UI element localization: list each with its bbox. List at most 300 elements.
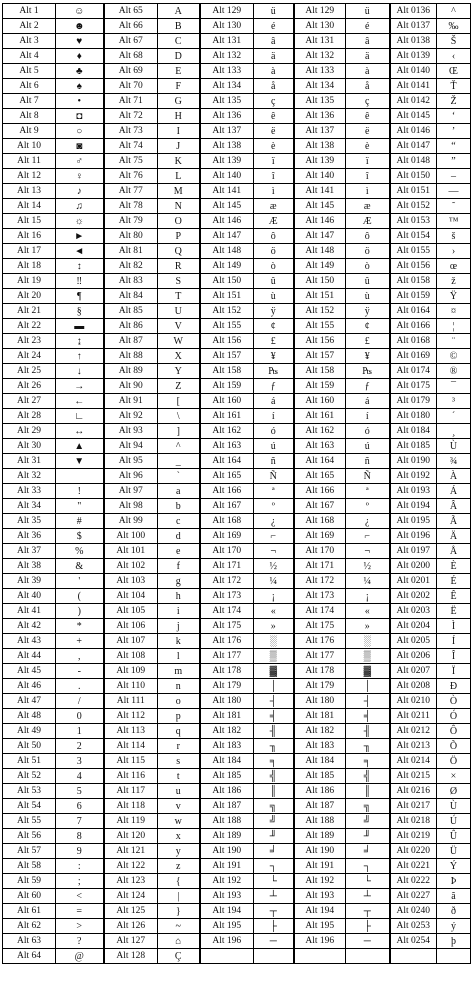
- alt-code-label: Alt 103: [104, 574, 158, 589]
- alt-code-symbol: â: [254, 34, 294, 49]
- alt-code-symbol: ¿: [346, 514, 390, 529]
- alt-code-label: Alt 128: [104, 949, 158, 964]
- alt-code-symbol: ê: [346, 109, 390, 124]
- alt-code-symbol: :: [56, 859, 104, 874]
- alt-code-symbol: ⌂: [158, 934, 200, 949]
- alt-code-symbol: ½: [254, 559, 294, 574]
- alt-code-label: Alt 131: [294, 34, 346, 49]
- alt-code-symbol: J: [158, 139, 200, 154]
- alt-code-symbol: ◄: [56, 244, 104, 259]
- alt-code-label: Alt 133: [200, 64, 254, 79]
- table-row: [3, 469, 471, 484]
- alt-code-symbol: T: [158, 289, 200, 304]
- alt-code-label: Alt 30: [3, 439, 56, 454]
- alt-code-label: Alt 122: [104, 859, 158, 874]
- alt-code-symbol: ↕: [56, 259, 104, 274]
- alt-code-symbol: È: [437, 559, 471, 574]
- table-row: [3, 859, 471, 874]
- alt-code-symbol: g: [158, 574, 200, 589]
- alt-code-symbol: [56, 469, 104, 484]
- alt-code-symbol: «: [346, 604, 390, 619]
- alt-code-label: Alt 0254: [390, 934, 437, 949]
- alt-code-label: Alt 139: [294, 154, 346, 169]
- alt-code-symbol: ü: [254, 4, 294, 19]
- alt-code-label: Alt 162: [200, 424, 254, 439]
- alt-code-symbol: º: [346, 499, 390, 514]
- alt-code-label: Alt 119: [104, 814, 158, 829]
- alt-code-symbol: ÿ: [346, 304, 390, 319]
- alt-code-symbol: ║: [254, 784, 294, 799]
- alt-code-label: Alt 0164: [390, 304, 437, 319]
- alt-code-symbol: ╖: [346, 739, 390, 754]
- alt-code-label: Alt 93: [104, 424, 158, 439]
- table-row: [3, 94, 471, 109]
- alt-code-symbol: ö: [346, 244, 390, 259]
- alt-code-label: Alt 0140: [390, 64, 437, 79]
- alt-code-symbol: →: [56, 379, 104, 394]
- alt-code-symbol: ╜: [346, 829, 390, 844]
- alt-code-label: Alt 0138: [390, 34, 437, 49]
- alt-code-label: Alt 1: [3, 4, 56, 19]
- alt-code-symbol: à: [346, 64, 390, 79]
- alt-code-label: Alt 158: [200, 364, 254, 379]
- alt-code-symbol: ↨: [56, 334, 104, 349]
- alt-code-label: [294, 949, 346, 964]
- alt-code-symbol: ï: [254, 154, 294, 169]
- alt-code-label: Alt 0141: [390, 79, 437, 94]
- alt-code-symbol: ': [56, 574, 104, 589]
- alt-code-symbol: Ÿ: [437, 289, 471, 304]
- alt-code-label: Alt 165: [200, 469, 254, 484]
- alt-code-label: Alt 160: [294, 394, 346, 409]
- alt-code-symbol: ⌐: [346, 529, 390, 544]
- alt-code-label: Alt 132: [294, 49, 346, 64]
- alt-code-symbol: G: [158, 94, 200, 109]
- alt-code-symbol: è: [254, 139, 294, 154]
- alt-code-label: Alt 159: [294, 379, 346, 394]
- alt-code-symbol: ¬: [346, 544, 390, 559]
- alt-code-symbol: ▒: [254, 649, 294, 664]
- alt-code-label: Alt 174: [294, 604, 346, 619]
- alt-code-symbol: }: [158, 904, 200, 919]
- alt-code-label: Alt 28: [3, 409, 56, 424]
- table-row: [3, 874, 471, 889]
- alt-code-label: Alt 169: [294, 529, 346, 544]
- alt-code-label: Alt 22: [3, 319, 56, 334]
- alt-code-label: Alt 177: [200, 649, 254, 664]
- alt-code-label: Alt 120: [104, 829, 158, 844]
- alt-code-label: Alt 165: [294, 469, 346, 484]
- alt-code-symbol: ╖: [254, 739, 294, 754]
- alt-code-label: Alt 0196: [390, 529, 437, 544]
- table-row: [3, 799, 471, 814]
- alt-code-symbol: Æ: [254, 214, 294, 229]
- alt-code-label: Alt 60: [3, 889, 56, 904]
- alt-code-label: Alt 99: [104, 514, 158, 529]
- alt-code-label: Alt 173: [294, 589, 346, 604]
- alt-code-symbol: [254, 949, 294, 964]
- alt-code-label: Alt 187: [200, 799, 254, 814]
- table-row: [3, 634, 471, 649]
- alt-code-symbol: Ï: [437, 664, 471, 679]
- alt-code-label: Alt 163: [200, 439, 254, 454]
- alt-code-label: Alt 0192: [390, 469, 437, 484]
- alt-code-symbol: ”: [437, 154, 471, 169]
- alt-code-label: Alt 168: [200, 514, 254, 529]
- table-row: [3, 229, 471, 244]
- alt-code-symbol: ╝: [254, 814, 294, 829]
- table-row: [3, 79, 471, 94]
- alt-code-symbol: _: [158, 454, 200, 469]
- alt-code-symbol: =: [56, 904, 104, 919]
- alt-code-label: Alt 133: [294, 64, 346, 79]
- alt-code-label: Alt 0153: [390, 214, 437, 229]
- alt-code-label: [200, 949, 254, 964]
- alt-code-symbol: o: [158, 694, 200, 709]
- alt-code-label: Alt 185: [200, 769, 254, 784]
- alt-code-label: Alt 4: [3, 49, 56, 64]
- alt-code-label: Alt 192: [294, 874, 346, 889]
- alt-code-symbol: *: [56, 619, 104, 634]
- alt-code-label: Alt 0169: [390, 349, 437, 364]
- table-row: [3, 919, 471, 934]
- alt-code-symbol: Ë: [437, 604, 471, 619]
- alt-code-symbol: k: [158, 634, 200, 649]
- alt-code-symbol: ↑: [56, 349, 104, 364]
- alt-code-symbol: •: [56, 94, 104, 109]
- alt-code-label: Alt 134: [200, 79, 254, 94]
- alt-code-label: Alt 78: [104, 199, 158, 214]
- alt-code-label: Alt 181: [200, 709, 254, 724]
- alt-code-label: Alt 48: [3, 709, 56, 724]
- alt-code-label: Alt 74: [104, 139, 158, 154]
- alt-code-symbol: Î: [437, 649, 471, 664]
- alt-code-symbol: ∟: [56, 409, 104, 424]
- alt-code-label: Alt 161: [200, 409, 254, 424]
- alt-code-label: Alt 113: [104, 724, 158, 739]
- alt-code-label: Alt 34: [3, 499, 56, 514]
- alt-code-symbol: º: [254, 499, 294, 514]
- alt-code-label: Alt 66: [104, 19, 158, 34]
- alt-code-label: Alt 102: [104, 559, 158, 574]
- alt-code-label: Alt 190: [294, 844, 346, 859]
- alt-code-symbol: —: [437, 184, 471, 199]
- alt-code-symbol: »: [346, 619, 390, 634]
- alt-code-symbol: v: [158, 799, 200, 814]
- alt-code-symbol: N: [158, 199, 200, 214]
- alt-code-symbol: 5: [56, 784, 104, 799]
- alt-code-symbol: í: [346, 409, 390, 424]
- alt-code-label: Alt 62: [3, 919, 56, 934]
- alt-code-label: Alt 188: [200, 814, 254, 829]
- alt-code-symbol: ☻: [56, 19, 104, 34]
- alt-code-label: Alt 130: [200, 19, 254, 34]
- alt-code-label: Alt 80: [104, 229, 158, 244]
- alt-code-label: Alt 196: [294, 934, 346, 949]
- alt-code-label: Alt 42: [3, 619, 56, 634]
- alt-code-label: Alt 186: [294, 784, 346, 799]
- alt-code-label: Alt 89: [104, 364, 158, 379]
- alt-code-symbol: Ť: [437, 79, 471, 94]
- alt-code-symbol: ÿ: [254, 304, 294, 319]
- table-row: [3, 4, 471, 19]
- table-row: [3, 649, 471, 664]
- alt-code-symbol: ♫: [56, 199, 104, 214]
- alt-code-symbol: ]: [158, 424, 200, 439]
- alt-code-symbol: ▼: [56, 454, 104, 469]
- alt-code-symbol: #: [56, 514, 104, 529]
- alt-code-label: Alt 69: [104, 64, 158, 79]
- alt-code-label: Alt 95: [104, 454, 158, 469]
- alt-code-symbol: j: [158, 619, 200, 634]
- alt-code-symbol: å: [346, 79, 390, 94]
- alt-code-symbol: Â: [437, 499, 471, 514]
- alt-code-label: Alt 138: [294, 139, 346, 154]
- alt-code-symbol: 4: [56, 769, 104, 784]
- alt-code-label: Alt 151: [200, 289, 254, 304]
- alt-code-label: Alt 77: [104, 184, 158, 199]
- alt-code-symbol: ♀: [56, 169, 104, 184]
- alt-code-label: Alt 72: [104, 109, 158, 124]
- alt-code-symbol: {: [158, 874, 200, 889]
- table-row: [3, 844, 471, 859]
- alt-code-symbol: Q: [158, 244, 200, 259]
- alt-code-label: Alt 11: [3, 154, 56, 169]
- alt-code-label: Alt 167: [200, 499, 254, 514]
- alt-code-symbol: Ç: [158, 949, 200, 964]
- alt-code-label: Alt 2: [3, 19, 56, 34]
- alt-code-symbol: ": [56, 499, 104, 514]
- alt-code-table-container: [2, 3, 471, 964]
- alt-code-label: Alt 118: [104, 799, 158, 814]
- alt-code-symbol: è: [346, 139, 390, 154]
- alt-code-label: Alt 0212: [390, 724, 437, 739]
- alt-code-symbol: ─: [346, 934, 390, 949]
- alt-code-symbol: ╗: [254, 799, 294, 814]
- alt-code-label: Alt 0166: [390, 319, 437, 334]
- alt-code-symbol: ╜: [254, 829, 294, 844]
- alt-code-label: Alt 32: [3, 469, 56, 484]
- alt-code-symbol: ’: [437, 124, 471, 139]
- table-row: [3, 619, 471, 634]
- alt-code-symbol: í: [254, 409, 294, 424]
- alt-code-label: Alt 185: [294, 769, 346, 784]
- alt-code-label: Alt 124: [104, 889, 158, 904]
- alt-code-label: Alt 145: [294, 199, 346, 214]
- alt-code-symbol: å: [254, 79, 294, 94]
- alt-code-label: Alt 7: [3, 94, 56, 109]
- alt-code-label: Alt 24: [3, 349, 56, 364]
- alt-code-label: Alt 57: [3, 844, 56, 859]
- alt-code-symbol: ƒ: [346, 379, 390, 394]
- alt-code-symbol: z: [158, 859, 200, 874]
- alt-code-symbol: @: [56, 949, 104, 964]
- alt-code-symbol: R: [158, 259, 200, 274]
- alt-code-label: Alt 49: [3, 724, 56, 739]
- alt-code-label: Alt 171: [294, 559, 346, 574]
- alt-code-label: Alt 196: [200, 934, 254, 949]
- alt-code-label: Alt 174: [200, 604, 254, 619]
- alt-code-symbol: d: [158, 529, 200, 544]
- alt-code-symbol: W: [158, 334, 200, 349]
- alt-code-label: Alt 0203: [390, 604, 437, 619]
- table-row: [3, 784, 471, 799]
- alt-code-label: Alt 147: [200, 229, 254, 244]
- alt-code-label: Alt 0201: [390, 574, 437, 589]
- alt-code-label: Alt 190: [200, 844, 254, 859]
- alt-code-label: Alt 150: [294, 274, 346, 289]
- alt-code-label: Alt 192: [200, 874, 254, 889]
- alt-code-symbol: ö: [254, 244, 294, 259]
- table-row: [3, 814, 471, 829]
- alt-code-label: Alt 0168: [390, 334, 437, 349]
- alt-code-symbol: ë: [254, 124, 294, 139]
- alt-code-symbol: ¼: [254, 574, 294, 589]
- alt-code-symbol: a: [158, 484, 200, 499]
- alt-code-symbol: á: [346, 394, 390, 409]
- alt-code-label: Alt 0154: [390, 229, 437, 244]
- alt-code-label: Alt 39: [3, 574, 56, 589]
- table-row: [3, 334, 471, 349]
- alt-code-label: Alt 0193: [390, 484, 437, 499]
- alt-code-symbol: ©: [437, 349, 471, 364]
- alt-code-symbol: Z: [158, 379, 200, 394]
- alt-code-label: Alt 179: [200, 679, 254, 694]
- table-row: [3, 694, 471, 709]
- alt-code-label: Alt 141: [200, 184, 254, 199]
- alt-code-symbol: K: [158, 154, 200, 169]
- alt-code-symbol: 3: [56, 754, 104, 769]
- alt-code-label: Alt 147: [294, 229, 346, 244]
- table-row: [3, 904, 471, 919]
- alt-code-label: Alt 0190: [390, 454, 437, 469]
- alt-code-symbol: æ: [346, 199, 390, 214]
- alt-code-symbol: ®: [437, 364, 471, 379]
- alt-code-label: Alt 52: [3, 769, 56, 784]
- alt-code-symbol: I: [158, 124, 200, 139]
- alt-code-label: Alt 145: [200, 199, 254, 214]
- alt-code-symbol: X: [158, 349, 200, 364]
- alt-code-symbol: ë: [346, 124, 390, 139]
- alt-code-label: Alt 139: [200, 154, 254, 169]
- alt-code-symbol: ™: [437, 214, 471, 229]
- table-row: [3, 934, 471, 949]
- alt-code-label: Alt 162: [294, 424, 346, 439]
- alt-code-symbol: │: [254, 679, 294, 694]
- alt-code-label: Alt 46: [3, 679, 56, 694]
- alt-code-symbol: ₧: [254, 364, 294, 379]
- table-row: [3, 544, 471, 559]
- alt-code-symbol: ┤: [254, 694, 294, 709]
- alt-code-symbol: ;: [56, 874, 104, 889]
- alt-code-label: Alt 146: [294, 214, 346, 229]
- alt-code-symbol: «: [254, 604, 294, 619]
- alt-code-symbol: Þ: [437, 874, 471, 889]
- alt-code-symbol: ░: [346, 634, 390, 649]
- alt-code-label: Alt 178: [294, 664, 346, 679]
- alt-code-label: Alt 0253: [390, 919, 437, 934]
- alt-code-symbol: ‰: [437, 19, 471, 34]
- alt-code-label: Alt 92: [104, 409, 158, 424]
- alt-code-symbol: é: [346, 19, 390, 34]
- alt-code-symbol: ): [56, 604, 104, 619]
- alt-code-symbol: ò: [254, 259, 294, 274]
- alt-code-label: Alt 51: [3, 754, 56, 769]
- table-row: [3, 664, 471, 679]
- alt-code-symbol: ╕: [254, 754, 294, 769]
- alt-code-symbol: ►: [56, 229, 104, 244]
- alt-code-label: Alt 54: [3, 799, 56, 814]
- alt-code-label: Alt 148: [200, 244, 254, 259]
- alt-code-label: Alt 0145: [390, 109, 437, 124]
- alt-code-symbol: Ð: [437, 679, 471, 694]
- table-row: [3, 19, 471, 34]
- alt-code-label: Alt 104: [104, 589, 158, 604]
- alt-code-symbol: ▬: [56, 319, 104, 334]
- alt-code-label: Alt 194: [294, 904, 346, 919]
- alt-code-symbol: |: [158, 889, 200, 904]
- alt-code-symbol: ì: [346, 184, 390, 199]
- alt-code-symbol: Ž: [437, 94, 471, 109]
- alt-code-label: Alt 0227: [390, 889, 437, 904]
- table-row: [3, 589, 471, 604]
- alt-code-symbol: h: [158, 589, 200, 604]
- table-row: [3, 514, 471, 529]
- alt-code-label: Alt 67: [104, 34, 158, 49]
- alt-code-symbol: ~: [158, 919, 200, 934]
- alt-code-label: Alt 188: [294, 814, 346, 829]
- alt-code-symbol: ì: [254, 184, 294, 199]
- alt-code-label: Alt 108: [104, 649, 158, 664]
- alt-code-label: Alt 166: [294, 484, 346, 499]
- alt-code-label: Alt 180: [200, 694, 254, 709]
- alt-code-label: Alt 140: [200, 169, 254, 184]
- alt-code-label: Alt 164: [200, 454, 254, 469]
- alt-code-symbol: û: [254, 274, 294, 289]
- alt-code-label: Alt 38: [3, 559, 56, 574]
- alt-code-symbol: ║: [346, 784, 390, 799]
- alt-code-label: Alt 195: [200, 919, 254, 934]
- alt-code-label: Alt 129: [294, 4, 346, 19]
- alt-code-symbol: ¯: [437, 379, 471, 394]
- alt-code-symbol: &: [56, 559, 104, 574]
- alt-code-symbol: L: [158, 169, 200, 184]
- table-row: [3, 214, 471, 229]
- table-row: [3, 709, 471, 724]
- alt-code-label: Alt 43: [3, 634, 56, 649]
- alt-code-symbol: ä: [346, 49, 390, 64]
- alt-code-symbol: F: [158, 79, 200, 94]
- alt-code-symbol: ┐: [254, 859, 294, 874]
- alt-code-label: Alt 83: [104, 274, 158, 289]
- table-row: [3, 769, 471, 784]
- alt-code-symbol: 7: [56, 814, 104, 829]
- alt-code-label: Alt 91: [104, 394, 158, 409]
- alt-code-symbol: ¬: [254, 544, 294, 559]
- alt-code-label: Alt 0148: [390, 154, 437, 169]
- alt-code-label: Alt 19: [3, 274, 56, 289]
- alt-code-label: Alt 25: [3, 364, 56, 379]
- alt-code-symbol: ³: [437, 394, 471, 409]
- alt-code-label: Alt 172: [200, 574, 254, 589]
- alt-code-symbol: ×: [437, 769, 471, 784]
- alt-code-symbol: ñ: [254, 454, 294, 469]
- alt-code-label: Alt 138: [200, 139, 254, 154]
- alt-code-symbol: ú: [346, 439, 390, 454]
- alt-code-symbol: ¥: [346, 349, 390, 364]
- alt-code-symbol: ─: [254, 934, 294, 949]
- alt-code-symbol: ù: [254, 289, 294, 304]
